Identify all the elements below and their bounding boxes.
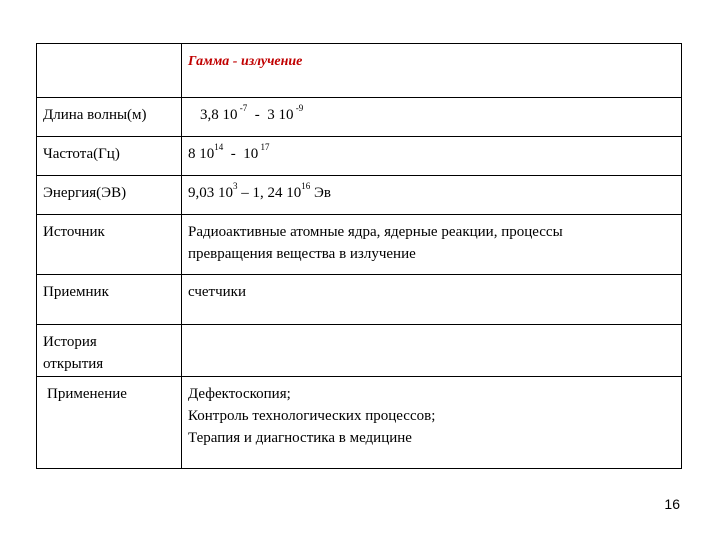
table-row-application [37,377,682,469]
value-mantissa: 3,8 10 [200,107,238,123]
row-value [182,377,682,469]
row-value: счетчики [182,275,682,325]
value-exponent: 17 [260,142,270,152]
value-line: Контроль технологических процессов; [188,408,436,424]
label-line: История [43,334,97,350]
row-label: Применение [37,377,182,469]
row-value [182,215,682,275]
value-line: Дефектоскопия; [188,386,291,402]
table-row-energy [37,176,682,215]
row-label [37,325,182,377]
value-exponent: 16 [301,181,311,191]
value-exponent: 3 [233,181,238,191]
value-line: Радиоактивные атомные ядра, ядерные реакции, процессы [188,224,563,240]
row-value [182,176,682,215]
value-line: превращения вещества в излучение [188,246,416,262]
row-label: Приемник [37,275,182,325]
row-label: Частота(Гц) [37,137,182,176]
row-label: Длина волны(м) [37,98,182,137]
value-mantissa: 8 10 [188,146,215,162]
table-row-frequency [37,137,682,176]
table-row-history [37,325,682,377]
header-cell [182,44,682,98]
table-header-row [37,44,682,98]
value-range: – 1, 24 10 [241,185,302,201]
value-unit: Эв [314,185,331,201]
header-empty-cell [37,44,182,98]
row-value [182,137,682,176]
value-mantissa: 9,03 10 [188,185,233,201]
value-mantissa: 3 10 [267,107,294,123]
row-value [182,325,682,377]
value-line: Терапия и диагностика в медицине [188,430,412,446]
value-mantissa: 10 [243,146,259,162]
table-row-receiver [37,275,682,325]
properties-table [36,43,682,469]
value-dash: - [230,146,236,162]
value-exponent: -7 [239,103,248,113]
row-label: Энергия(ЭВ) [37,176,182,215]
label-line: открытия [43,356,104,372]
table-row-wavelength [37,98,682,137]
row-value [182,98,682,137]
table-row-source [37,215,682,275]
value-dash: - [254,107,260,123]
value-exponent: 14 [214,142,224,152]
value-exponent: -9 [295,103,304,113]
table-header-title: Гамма - излучение [188,54,303,69]
page-number: 16 [664,496,680,512]
row-label: Источник [37,215,182,275]
